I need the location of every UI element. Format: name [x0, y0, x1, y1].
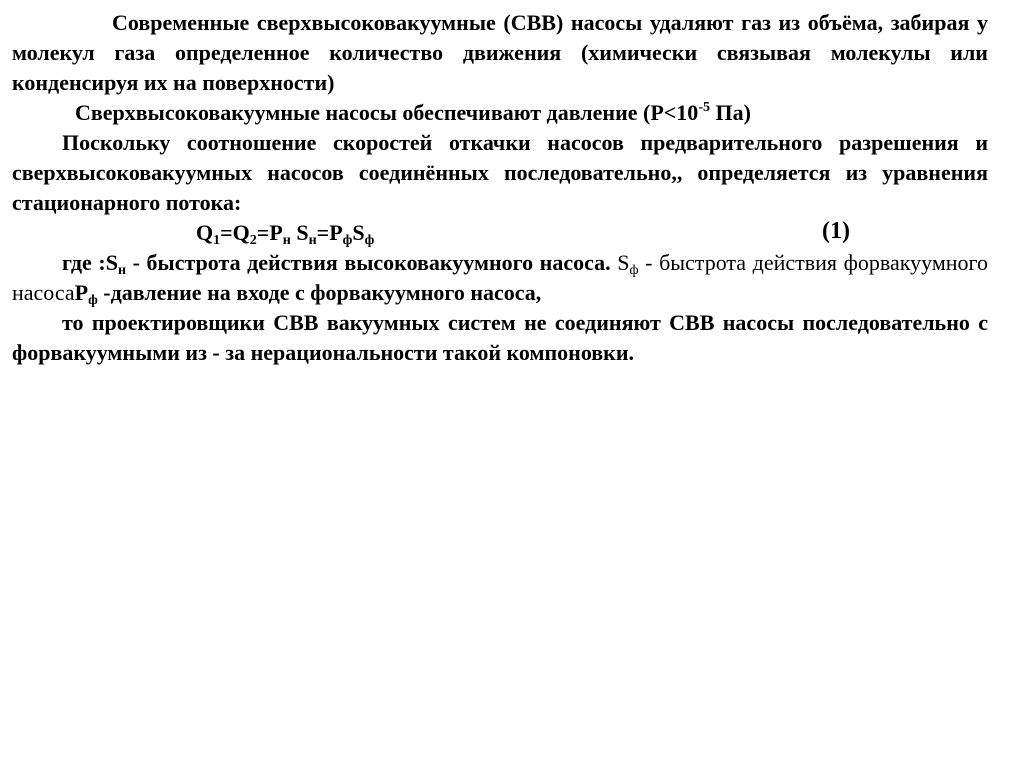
formula-row	[12, 218, 988, 248]
document-body	[12, 8, 988, 368]
pf-description: -давление на входе с форвакуумного насоса,	[97, 280, 542, 305]
paragraph-flow-equation-intro: Поскольку соотношение скоростей откачки насосов предварительного разрешения и сверхвысоковакуумных насосов соединённых последовательно,, определяется из уравнения стационарного потока:	[12, 130, 988, 215]
pressure-exponent: -5	[698, 100, 710, 115]
paragraph-conclusion: то проектировщики СВВ вакуумных систем не соединяют СВВ насосы последовательно с форвакуумными из - за нерациональности такой компоновки.	[12, 310, 988, 365]
paragraph-pump-operation: Современные сверхвысоковакуумные (СВВ) насосы удаляют газ из объёма, забирая у молекул газа определенное количество движения (химически связывая молекулы или конденсируя их на поверхности)	[12, 10, 988, 95]
sf-description: - быстрота действия форвакуумного насоса	[12, 250, 988, 305]
flow-equation: $Q_1=Q_2=P_н$ $S_н=P_фS_ф$	[196, 220, 375, 248]
pf-symbol: Р	[74, 280, 89, 305]
equation-number: (1)	[822, 218, 850, 244]
pressure-text: Сверхвысоковакуумные насосы обеспечивают давление (P<10	[75, 100, 699, 125]
where-prefix: где :S	[62, 250, 118, 275]
pressure-unit: Па)	[709, 100, 751, 125]
sn-description: - быстрота действия высоковакуумного насоса.	[126, 250, 611, 275]
paragraph-pressure	[12, 98, 988, 128]
paragraph-definitions: где $:S_н$ - быстрота действия высоковакуумного насоса. $S_ф$ - быстрота действия форвакуумного насосаР$_ф$ -давление на входе с форвакуумного насоса,	[12, 250, 988, 308]
sf-symbol: S	[610, 250, 630, 275]
